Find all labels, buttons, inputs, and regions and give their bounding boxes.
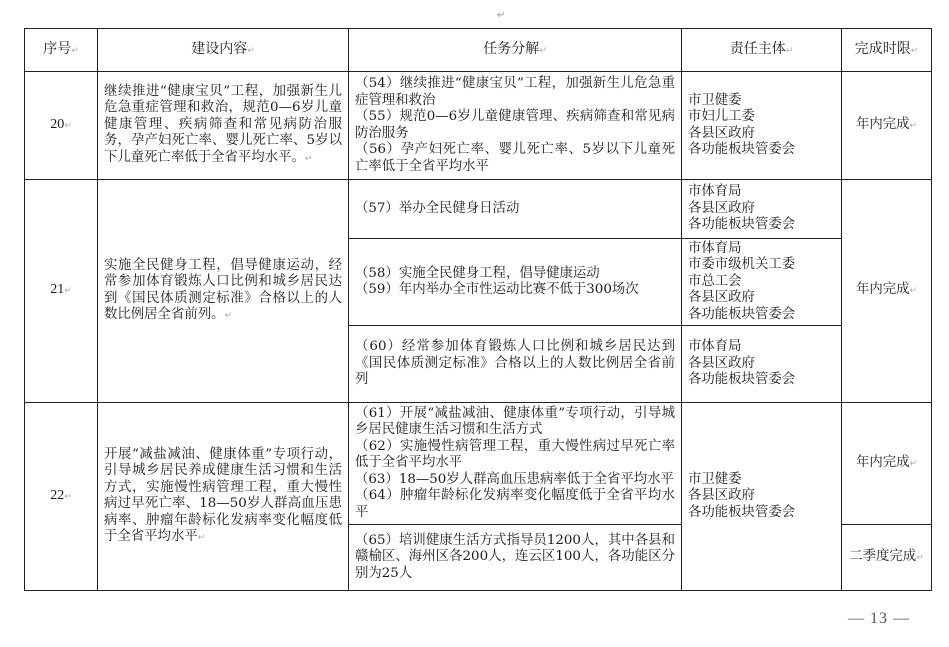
task-item: （63）18—50岁人群高血压患病率低于全省平均水平 <box>355 471 674 487</box>
responsible-item: 各县区政府 <box>688 488 755 504</box>
task-table <box>24 28 932 591</box>
table-row <box>25 403 932 525</box>
responsible-item: 市妇儿工委 <box>688 109 755 124</box>
task-item: （65）培训健康生活方式指导员1200人，其中各县和赣榆区、海州区各200人，连云区100人，各功能区分别为25人 <box>355 532 675 581</box>
responsible-item: 市体育局 <box>688 339 742 355</box>
responsible-item: 市卫健委 <box>688 471 742 487</box>
row-seq: 20↵ <box>25 72 98 180</box>
row-responsible <box>682 239 842 326</box>
responsible-item: 各功能板块管委会 <box>688 504 796 520</box>
row-tasks <box>349 525 682 591</box>
row-tasks <box>349 180 682 239</box>
responsible-item: 各县区政府 <box>688 355 755 371</box>
row-tasks <box>349 326 682 403</box>
responsible-item: 各功能板块管委会 <box>688 306 796 322</box>
row-seq: 21↵ <box>25 180 98 403</box>
responsible-item: 市总工会 <box>688 273 742 289</box>
responsible-item: 各功能板块管委会 <box>688 142 796 157</box>
table-row <box>25 72 932 180</box>
task-item: （64）肿瘤年龄标化发病率变化幅度低于全省平均水平 <box>355 488 675 520</box>
table-row <box>25 180 932 239</box>
responsible-item: 市体育局 <box>688 184 742 200</box>
row-deadline: 年内完成↵ <box>842 403 932 525</box>
paragraph-mark: ↵ <box>497 10 506 21</box>
row-responsible <box>682 72 842 180</box>
responsible-item: 各功能板块管委会 <box>688 372 796 388</box>
responsible-item: 市体育局 <box>688 240 742 256</box>
responsible-item: 各县区政府 <box>688 200 755 216</box>
task-item: （58）实施全民健身工程，倡导健康运动 <box>355 265 600 281</box>
row-deadline: 年内完成↵ <box>842 72 932 180</box>
table-header-row <box>25 29 932 72</box>
task-item: （57）举办全民健身日活动 <box>355 200 520 216</box>
row-seq: 22↵ <box>25 403 98 591</box>
row-content: 继续推进“健康宝贝”工程，加强新生儿危急重症管理和救治，规范0—6岁儿童健康管理、疾病筛查和常见病防治服务，孕产妇死亡率、婴儿死亡率、5岁以下儿童死亡率低于全省平均水平。↵ <box>98 72 349 180</box>
row-responsible <box>682 326 842 403</box>
row-tasks <box>349 403 682 525</box>
task-item: （55）规范0—6岁儿童健康管理、疾病筛查和常见病防治服务 <box>355 109 675 141</box>
responsible-item: 市卫健委 <box>688 92 742 108</box>
row-tasks <box>349 239 682 326</box>
task-item: （54）继续推进“健康宝贝”工程，加强新生儿危急重症管理和救治 <box>355 76 675 108</box>
row-responsible <box>682 180 842 239</box>
row-deadline: 二季度完成↵ <box>842 525 932 591</box>
task-item: （59）年内举办全市性运动比赛不低于300场次 <box>355 282 639 297</box>
header-seq: 序号↵ <box>25 29 98 72</box>
responsible-item: 各县区政府 <box>688 290 755 306</box>
responsible-item: 各县区政府 <box>688 125 755 141</box>
row-tasks <box>349 72 682 180</box>
header-content: 建设内容↵ <box>98 29 349 72</box>
page-number: — 13 — <box>848 610 910 627</box>
responsible-item: 市委市级机关工委 <box>688 257 796 273</box>
task-item: （60）经常参加体育锻炼人口比例和城乡居民达到《国民体质测定标准》合格以上的人数比例居全省前列 <box>355 339 675 388</box>
task-item: （56）孕产妇死亡率、婴儿死亡率、5岁以下儿童死亡率低于全省平均水平 <box>355 142 675 174</box>
header-responsible: 责任主体↵ <box>682 29 842 72</box>
task-item: （62）实施慢性病管理工程，重大慢性病过早死亡率低于全省平均水平 <box>355 438 675 471</box>
header-deadline: 完成时限↵ <box>842 29 932 72</box>
responsible-item: 各功能板块管委会 <box>688 217 796 233</box>
row-content: 实施全民健身工程，倡导健康运动，经常参加体育锻炼人口比例和城乡居民达到《国民体质测定标准》合格以上的人数比例居全省前列。↵ <box>98 180 349 403</box>
header-tasks: 任务分解↵ <box>349 29 682 72</box>
row-responsible <box>682 403 842 591</box>
row-content: 开展“减盐减油、健康体重”专项行动，引导城乡居民养成健康生活习惯和生活方式，实施慢性病管理工程，重大慢性病过早死亡率、18—50岁人群高血压患病率、肿瘤年龄标化发病率变化幅度低于全省平均水平↵ <box>98 403 349 591</box>
row-deadline: 年内完成↵ <box>842 180 932 403</box>
task-item: （61）开展“减盐减油、健康体重”专项行动，引导城乡居民健康生活习惯和生活方式 <box>355 405 675 438</box>
